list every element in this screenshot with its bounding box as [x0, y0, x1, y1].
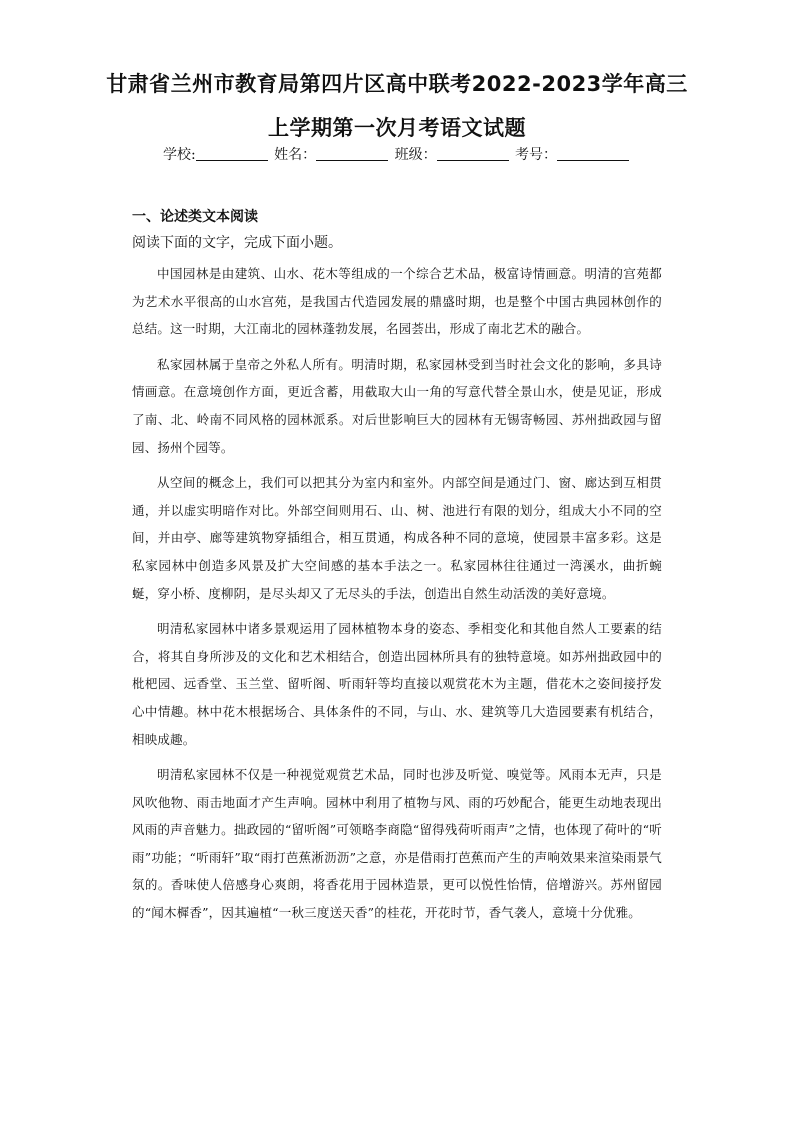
document-title-line2: 上学期第一次月考语文试题	[268, 116, 526, 140]
passage-paragraph-5: 明清私家园林不仅是一种视觉观赏艺术品，同时也涉及听觉、嗅觉等。风雨本无声，只是风吹他物、雨击地面才产生声响。园林中利用了植物与风、雨的巧妙配合，能更生动地表现出风雨的声音魅力。拙政园的“留听阁”可领略李商隐“留得残荷听雨声”之情，也体现了荷叶的“听雨”功能；“听雨轩”取“雨打芭蕉淅沥沥”之意，亦是借雨打芭蕉而产生的声响效果来渲染雨景气氛的。香味使人倍感身心爽朗，将香花用于园林造景，更可以悦性怡情，倍增游兴。苏州留园的“闻木樨香”，因其遍植“一秋三度送天香”的桂花，开花时节，香气袭人，意境十分优雅。	[132, 767, 662, 921]
passage-paragraph-1: 中国园林是由建筑、山水、花木等组成的一个综合艺术品，极富诗情画意。明清的宫苑都为艺术水平很高的山水宫苑，是我国古代造园发展的鼎盛时期，也是整个中国古典园林创作的总结。这一时期，大江南北的园林蓬勃发展，名园荟出，形成了南北艺术的融合。	[132, 266, 662, 337]
exam-number-label: 考号：	[515, 147, 558, 163]
class-blank[interactable]	[437, 146, 509, 161]
reading-instruction: 阅读下面的文字，完成下面小题。	[132, 235, 342, 251]
section-heading: 一、论述类文本阅读	[132, 209, 258, 225]
school-label: 学校:	[162, 147, 196, 163]
name-blank[interactable]	[316, 146, 388, 161]
school-blank[interactable]	[196, 146, 268, 161]
passage-paragraph-3: 从空间的概念上，我们可以把其分为室内和室外。内部空间是通过门、窗、廊达到互相贯通，并以虚实明暗作对比。外部空间则用石、山、树、池进行有限的划分，组成大小不同的空间，并由亭、廊等建筑物穿插组合，相互贯通，构成各种不同的意境，使园景丰富多彩。这是私家园林中创造多风景及扩大空间感的基本手法之一。私家园林往往通过一湾溪水，曲折蜿蜒，穿小桥、度柳阴，是尽头却又了无尽头的手法，创造出自然生动活泼的美好意境。	[132, 475, 662, 601]
passage-paragraph-4: 明清私家园林中诸多景观运用了园林植物本身的姿态、季相变化和其他自然人工要素的结合，将其自身所涉及的文化和艺术相结合，创造出园林所具有的独特意境。如苏州拙政园中的枇杷园、远香堂、玉兰堂、留听阁、听雨轩等均直接以观赏花木为主题，借花木之姿间接抒发心中情趣。林中花木根据场合、具体条件的不同，与山、水、建筑等几大造园要素有机结合，相映成趣。	[132, 621, 662, 747]
name-label: 姓名：	[274, 147, 317, 163]
document-title-line1: 甘肃省兰州市教育局第四片区高中联考2022-2023学年高三	[106, 72, 688, 96]
exam-number-blank[interactable]	[557, 146, 629, 161]
passage-paragraph-2: 私家园林属于皇帝之外私人所有。明清时期，私家园林受到当时社会文化的影响，多具诗情画意。在意境创作方面，更近含蓄，用截取大山一角的写意代替全景山水，使是见证，形成了南、北、岭南不同风格的园林派系。对后世影响巨大的园林有无锡寄畅园、苏州拙政园与留园、扬州个园等。	[132, 356, 662, 455]
student-info-row	[0, 144, 794, 164]
reading-passage	[132, 260, 662, 935]
class-label: 班级：	[394, 147, 437, 163]
